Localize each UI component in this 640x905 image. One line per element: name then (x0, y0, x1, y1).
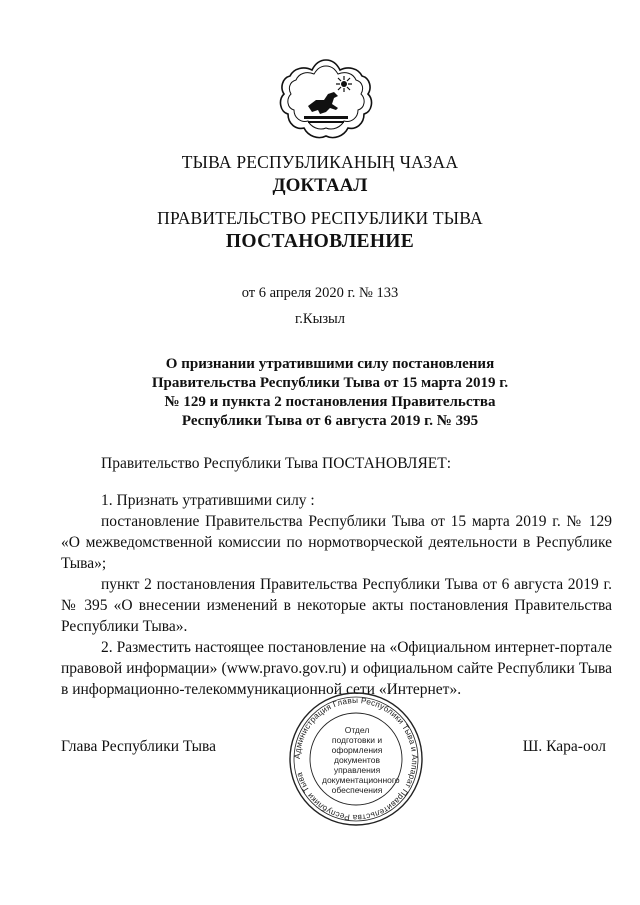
stamp-ring-text: Администрация Главы Республики Тыва и Аппарат Правительства Республики Тыва (292, 695, 420, 823)
item-1-point-b: пункт 2 постановления Правительства Республики Тыва от 6 августа 2019 г. № 395 «О внесении изменений в некоторые акты постановления Правительства Республики Тыва». (61, 576, 612, 635)
title-line: О признании утратившими силу постановления (165, 356, 495, 372)
tyva-government-title: ТЫВА РЕСПУБЛИКАНЫҢ ЧАЗАА (181, 152, 459, 172)
document-type: ПОСТАНОВЛЕНИЕ (225, 231, 415, 252)
signatory-position: Глава Республики Тыва (61, 738, 217, 755)
title-line: № 129 и пункта 2 постановления Правительства (164, 394, 496, 410)
tyva-document-type: ДОКТААЛ (272, 175, 368, 196)
government-title: ПРАВИТЕЛЬСТВО РЕСПУБЛИКИ ТЫВА (157, 208, 483, 228)
title-line: Республики Тыва от 6 августа 2019 г. № 395 (181, 413, 479, 429)
preamble: Правительство Республики Тыва ПОСТАНОВЛЯЕТ: (101, 455, 452, 472)
stamp-center-text: Отдел подготовки и оформления документов управления документационного обеспечения (322, 725, 400, 795)
coat-of-arms-emblem (278, 56, 374, 142)
document-title (120, 355, 540, 431)
title-line: Правительства Республики Тыва от 15 марта 2019 г. (151, 375, 509, 391)
item-2: 2. Разместить настоящее постановление на «Официальном интернет-портале правовой информации» (www.pravo.gov.ru) и официальном сайте Республики Тыва в информационно-телекоммуникационной сети «Интернет». (61, 639, 612, 698)
city: г.Кызыл (294, 311, 346, 327)
item-1-point-a: постановление Правительства Республики Тыва от 15 марта 2019 г. № 129 «О межведомственной комиссии по нормотворческой деятельности в Республике Тыва»; (61, 513, 612, 572)
signatory-name: Ш. Кара-оол (522, 738, 606, 755)
date-and-number: от 6 апреля 2020 г. № 133 (241, 285, 399, 301)
item-1-intro: 1. Признать утратившими силу : (101, 492, 315, 509)
document-body (61, 490, 612, 700)
